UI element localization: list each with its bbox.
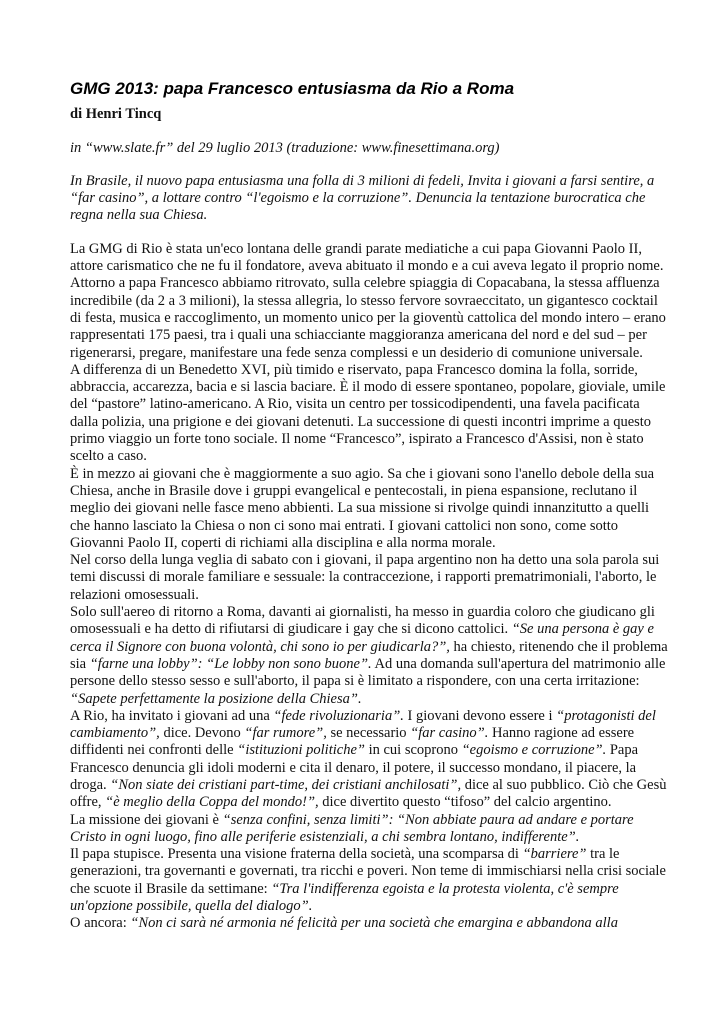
- paragraph: [70, 812, 670, 847]
- paragraph: [70, 466, 670, 552]
- quote-run: “è meglio della Coppa del mondo!”,: [105, 794, 319, 811]
- quote-run: “Non ci sarà né armonia né felicità per una società che emargina e abbandona alla: [130, 915, 618, 932]
- quote-run: “barriere”: [522, 846, 587, 863]
- text-run: Il papa stupisce. Presenta una visione fraterna della società, una scomparsa di: [70, 846, 523, 863]
- quote-run: “egoismo e corruzione”.: [461, 742, 607, 759]
- text-run: La GMG di Rio è stata un'eco lontana delle grandi parate mediatiche a cui papa Giovanni Paolo II, attore carismatico che ne fu il fondatore, aveva abituato il mondo e a cui aveva legato il proprio nome. Attorno a papa Francesco abbiamo ritrovato, sulla celebre spiaggia di Copacabana, la stessa affluenza incredibile (da 2 a 3 milioni), la stessa allegria, lo stesso fervore sovraeccitato, un gigantesco cocktail di festa, musica e raccoglimento, un momento unico per la gioventù cattolica del mondo intero – erano rappresentati 175 paesi, tra i quali una schiacciante maggioranza americana del nord e del sud – per rigenerarsi, pregare, manifestare una fede senza complessi e un desiderio di comunione universale.: [70, 240, 666, 361]
- text-run: tra le generazioni, tra governanti e governati, tra ricchi e poveri. Non teme di immischiarsi nella crisi sociale che scuote il Brasile da settimane:: [70, 846, 666, 897]
- text-run: La missione dei giovani è: [70, 811, 223, 828]
- article-title: GMG 2013: papa Francesco entusiasma da Rio a Roma: [70, 79, 515, 98]
- text-run: Papa Francesco denuncia gli idoli moderni e cita il denaro, il potere, il successo mondano, il piacere, la droga.: [70, 742, 639, 793]
- text-run: in cui scoprono: [364, 742, 462, 759]
- text-run: È in mezzo ai giovani che è maggiormente a suo agio. Sa che i giovani sono l'anello debole della sua Chiesa, anche in Brasile dove i gruppi evangelical e pentecostali, in piena espansione, reclutano il meglio dei giovani nelle fasce meno abbienti. La sua missione si rivolge quindi innanzitutto a quelli che hanno lasciato la Chiesa o non ci sono mai entrati. I giovani cattolici non sono, come sotto Giovanni Paolo II, coperti di richiami alla disciplina e alla norma morale.: [70, 465, 655, 551]
- quote-run: “istituzioni politiche”: [237, 742, 365, 759]
- text-run: A differenza di un Benedetto XVI, più timido e riservato, papa Francesco domina la folla, sorride, abbraccia, accarezza, bacia e si lascia baciare. È il modo di essere spontaneo, popolare, gioviale, umile del “pastore” latino-americano. A Rio, visita un centro per tossicodipendenti, una favela pacificata dalla polizia, una prigione e dei giovani detenuti. La successione di questi incontri imprime a questo primo viaggio un forte tono sociale. Il nome “Francesco”, ispirato a Francesco d'Assisi, non è stato scelto a caso.: [70, 361, 666, 465]
- quote-run: “far rumore”,: [244, 725, 327, 742]
- paragraph: [70, 915, 670, 932]
- quote-run: “far casino”.: [410, 725, 489, 742]
- quote-run: “Sapete perfettamente la posizione della Chiesa”.: [70, 690, 362, 707]
- text-run: se necessario: [326, 725, 411, 742]
- text-run: O ancora:: [70, 915, 131, 932]
- text-run: Solo sull'aereo di ritorno a Roma, davanti ai giornalisti, ha messo in guardia coloro che giudicano gli omosessuali e ha detto di rifiutarsi di giudicare i gay che si dicono cattolici.: [70, 604, 655, 638]
- article-author: di Henri Tincq: [70, 106, 162, 123]
- quote-run: “Tra l'indifferenza egoista e la protesta violenta, c'è sempre un'opzione possibile, quella del dialogo”.: [70, 880, 619, 915]
- quote-run: “senza confini, senza limiti”: “Non abbiate paura ad andare e portare Cristo in ogni luogo, fino alle periferie esistenziali, a chi sembra lontano, indifferente”.: [70, 811, 634, 845]
- quote-run: “Se una persona è gay e cerca il Signore con buona volontà, chi sono io per giudicarla?”,: [70, 621, 654, 655]
- paragraph: [70, 708, 670, 812]
- text-run: I giovani devono essere i: [403, 707, 557, 724]
- text-run: dice divertito questo “tifoso” del calcio argentino.: [318, 794, 612, 811]
- text-run: ha chiesto, ritenendo che il problema sia: [70, 638, 668, 672]
- quote-run: “protagonisti del cambiamento”,: [70, 707, 656, 742]
- paragraph: [70, 552, 670, 604]
- paragraph: [70, 241, 670, 362]
- quote-run: “farne una lobby”: “Le lobby non sono buone”.: [89, 655, 372, 672]
- paragraph: [70, 604, 670, 708]
- text-run: Nel corso della lunga veglia di sabato con i giovani, il papa argentino non ha detto una sola parola sui temi discussi di morale familiare e sessuale: la contraccezione, i rapporti prematrimoniali, l'aborto, le relazioni omosessuali.: [70, 552, 660, 603]
- text-run: Ad una domanda sull'apertura del matrimonio alle persone dello stesso sesso e sull'aborto, il papa si è limitato a rispondere, con una certa irritazione:: [70, 655, 666, 690]
- quote-run: “fede rivoluzionaria”.: [273, 707, 404, 724]
- text-run: dice. Devono: [159, 725, 245, 742]
- text-run: A Rio, ha invitato i giovani ad una: [70, 707, 274, 724]
- paragraph: [70, 846, 670, 915]
- article-lead: In Brasile, il nuovo papa entusiasma una folla di 3 milioni di fedeli, Invita i giovani a farsi sentire, a “far casino”, a lottare contro “l'egoismo e la corruzione”. Denuncia la tentazione burocratica che regna nella sua Chiesa.: [70, 172, 655, 224]
- text-run: Hanno ragione ad essere diffidenti nei confronti delle: [70, 725, 635, 759]
- article: [70, 80, 670, 933]
- paragraph: [70, 362, 670, 466]
- quote-run: “Non siate dei cristiani part-time, dei cristiani anchilosati”,: [110, 776, 462, 793]
- article-source: in “www.slate.fr” del 29 luglio 2013 (traduzione: www.finesettimana.org): [70, 139, 500, 156]
- text-run: dice al suo pubblico. Ciò che Gesù offre,: [70, 776, 667, 811]
